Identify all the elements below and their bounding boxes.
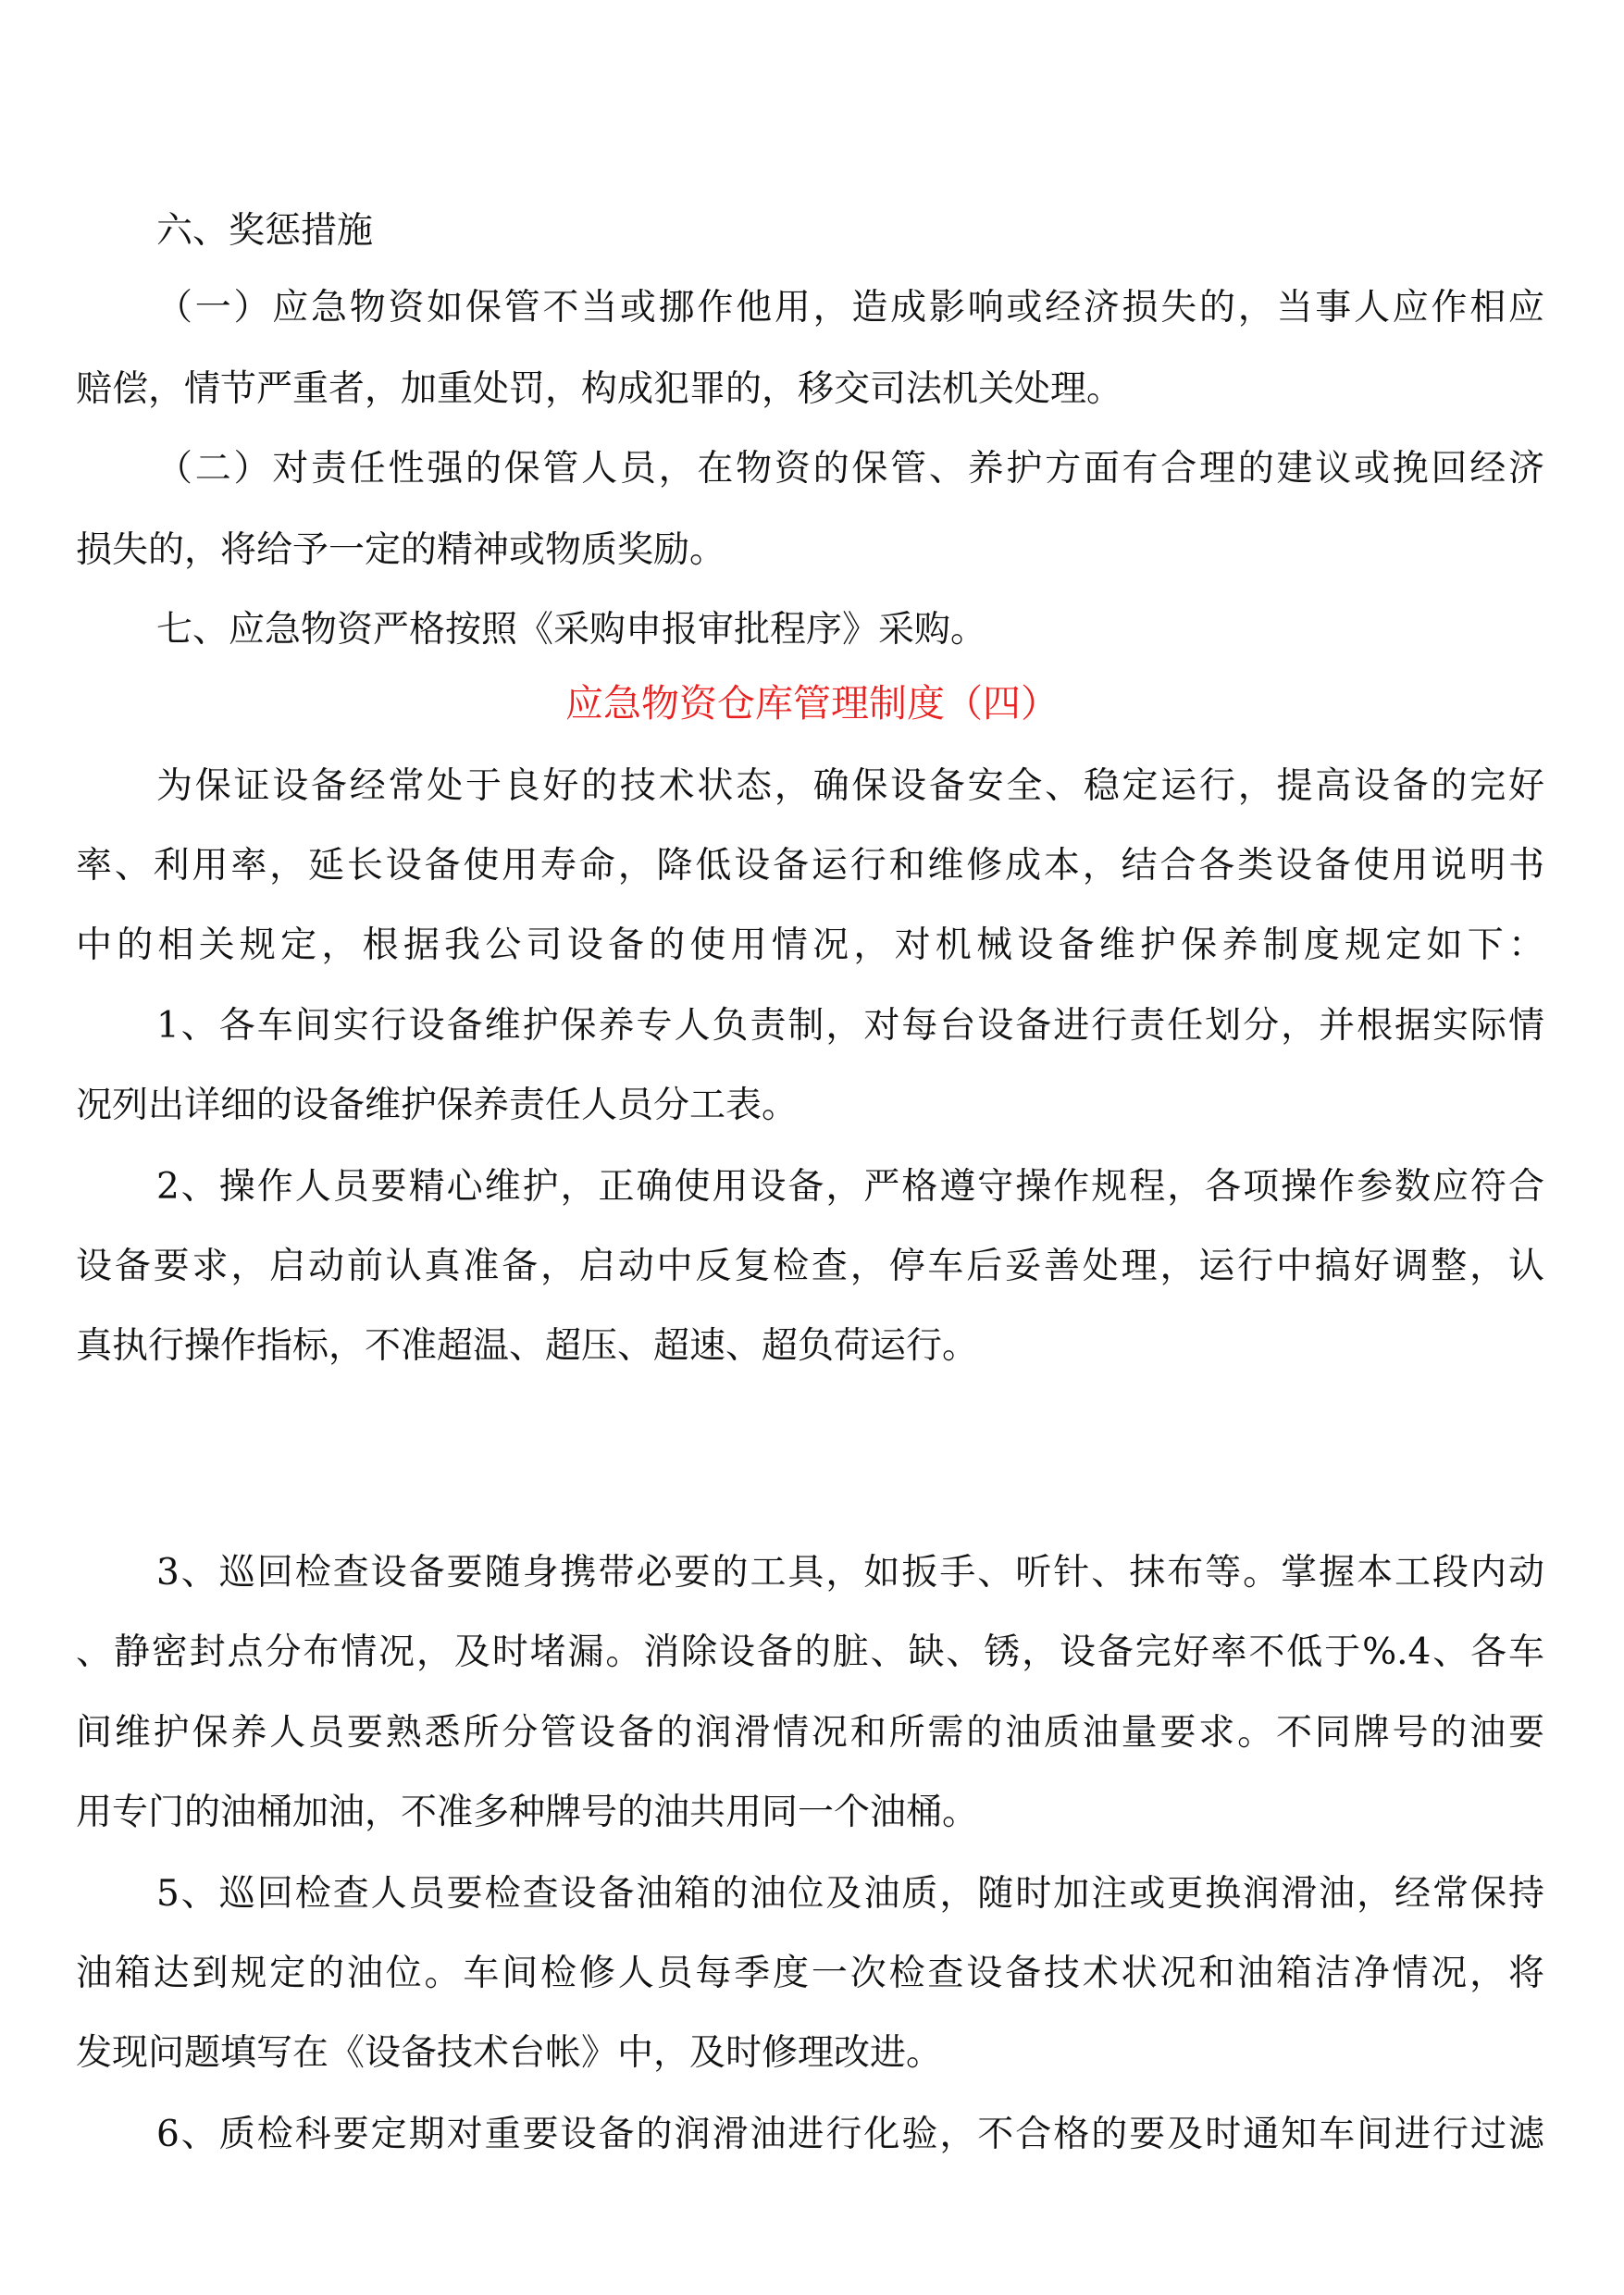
section6-item2-line1: （二）对责任性强的保管人员，在物资的保管、养护方面有合理的建议或挽回经济 (156, 448, 1544, 490)
section6-item1-line2: 赔偿，情节严重者，加重处罚，构成犯罪的，移交司法机关处理。 (76, 368, 1123, 410)
item1-line1: 1、各车间实行设备维护保养专人负责制，对每台设备进行责任划分，并根据实际情 (156, 1005, 1544, 1047)
section6-item2-line2: 损失的，将给予一定的精神或物质奖励。 (76, 529, 726, 571)
item5-line3: 发现问题填写在《设备技术台帐》中，及时修理改进。 (76, 2032, 943, 2074)
item2-line2: 设备要求，启动前认真准备，启动中反复检查，停车后妥善处理，运行中搞好调整，认 (76, 1246, 1544, 1287)
item5-line2: 油箱达到规定的油位。车间检修人员每季度一次检查设备技术状况和油箱洁净情况，将 (76, 1953, 1544, 1994)
intro-line3: 中的相关规定，根据我公司设备的使用情况，对机械设备维护保养制度规定如下： (76, 924, 1544, 966)
item5-line1: 5、巡回检查人员要检查设备油箱的油位及油质，随时加注或更换润滑油，经常保持 (156, 1873, 1544, 1915)
item1-line2: 况列出详细的设备维护保养责任人员分工表。 (76, 1085, 799, 1126)
item3-line4: 用专门的油桶加油，不准多种牌号的油共用同一个油桶。 (76, 1792, 979, 1833)
intro-line1: 为保证设备经常处于良好的技术状态，确保设备安全、稳定运行，提高设备的完好 (156, 765, 1544, 807)
item2-line3: 真执行操作指标，不准超温、超压、超速、超负荷运行。 (76, 1325, 979, 1367)
item6-line1: 6、质检科要定期对重要设备的润滑油进行化验，不合格的要及时通知车间进行过滤 (156, 2114, 1544, 2155)
item3-line2: 、静密封点分布情况，及时堵漏。消除设备的脏、缺、锈，设备完好率不低于%.4、各车 (76, 1631, 1544, 1673)
item2-line1: 2、操作人员要精心维护，正确使用设备，严格遵守操作规程，各项操作参数应符合 (156, 1166, 1544, 1208)
item3-line1: 3、巡回检查设备要随身携带必要的工具，如扳手、听针、抹布等。掌握本工段内动 (156, 1552, 1544, 1594)
item3-line3: 间维护保养人员要熟悉所分管设备的润滑情况和所需的油质油量要求。不同牌号的油要 (76, 1712, 1544, 1754)
section7-text: 七、应急物资严格按照《采购申报审批程序》采购。 (156, 609, 987, 651)
intro-line2: 率、利用率，延长设备使用寿命，降低设备运行和维修成本，结合各类设备使用说明书 (76, 845, 1544, 887)
document-title: 应急物资仓库管理制度（四） (565, 681, 1059, 726)
section6-item1-line1: （一）应急物资如保管不当或挪作他用，造成影响或经济损失的，当事人应作相应 (156, 287, 1544, 329)
section6-heading: 六、奖惩措施 (156, 210, 374, 252)
